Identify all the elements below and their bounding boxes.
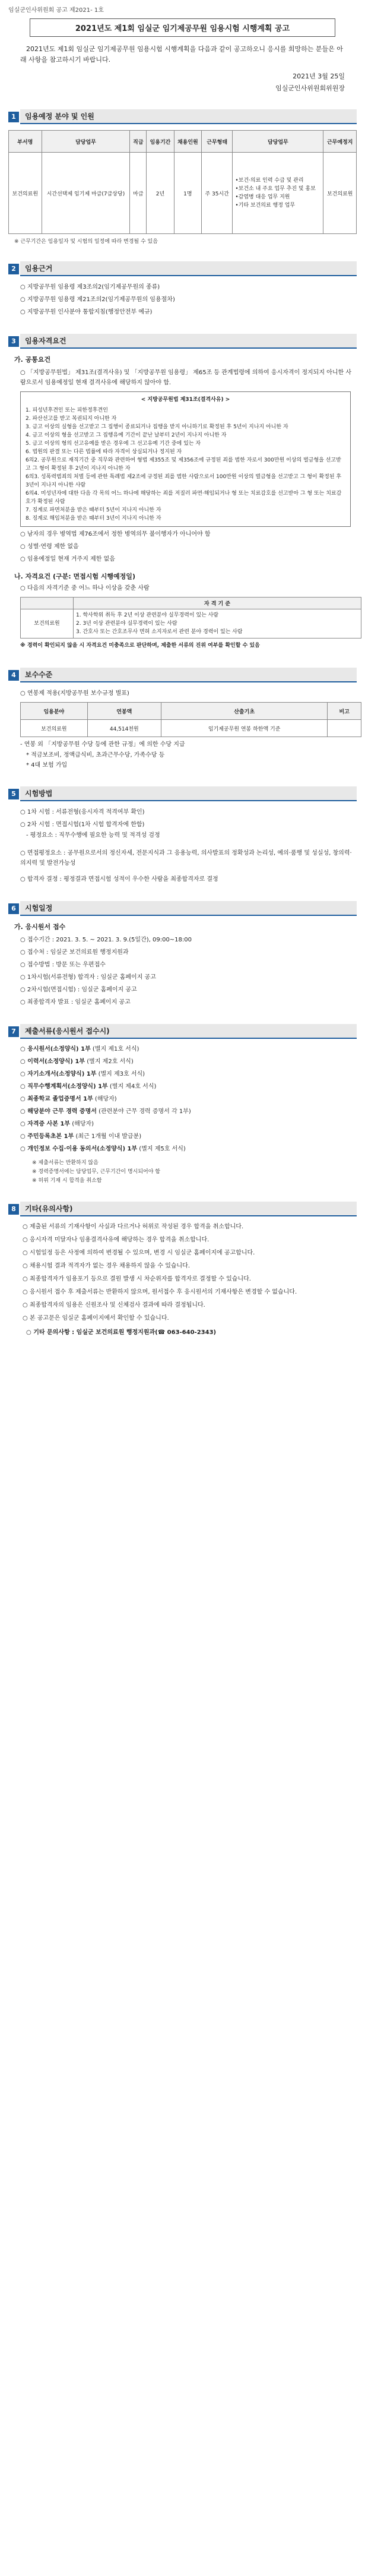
section-title: 임용예정 분야 및 인원 [20, 109, 357, 124]
doc-item [20, 1095, 357, 1104]
box-line: 6의2. 공무원으로 재직기간 중 직무와 관련하여 형법 제355조 및 제356조에 규정된 죄를 범한 자로서 300만원 이상의 벌금형을 선고받고 그 형이 확정된 후 2년이 지나지 아니한 자 [26, 457, 341, 472]
paragraph: - 평정요소 : 직무수행에 필요한 능력 및 적격성 검정 [26, 832, 160, 839]
table-header: 채용인원 [174, 131, 201, 153]
doc-detail: (별지 제3호 서식) [98, 1071, 145, 1077]
table-cell: 44,514천원 [87, 720, 161, 737]
table-cell: 2년 [147, 153, 174, 234]
doc-label: ○ 자기소개서(소정양식) 1부 [20, 1071, 97, 1077]
doc-item [20, 1045, 357, 1054]
box-line: 6의4. 미성년자에 대한 다음 각 목의 어느 하나에 해당하는 죄를 저질러 파면·해임되거나 형 또는 치료감호를 선고받아 그 형 또는 치료감호가 확정된 사람 [26, 491, 342, 505]
section-3-header [8, 334, 357, 349]
section-number: 7 [8, 1026, 19, 1037]
qual-line: 2. 3년 이상 관련분야 실무경력이 있는 사람 [76, 621, 177, 627]
paragraph: - 연봉 외 「지방공무원 수당 등에 관한 규정」에 의한 수당 지급 [20, 741, 185, 748]
doc-item [20, 1057, 357, 1066]
table-header: 부서명 [9, 131, 42, 153]
misc-line: ○ 시험일정 등은 사정에 의하여 변경될 수 있으며, 변경 시 임실군 홈페이지에 공고합니다. [23, 1250, 255, 1256]
doc-label: ○ 자격증 사본 1부 [20, 1121, 71, 1127]
table-cell: 보건의료원 [9, 153, 42, 234]
section-4-header [8, 668, 357, 682]
section-title: 기타(유의사항) [20, 1202, 357, 1216]
qual-line: 3. 간호사 또는 간호조무사 면허 소지자로서 관련 분야 경력이 있는 사람 [76, 629, 243, 635]
section-title: 제출서류(응시원서 접수시) [20, 1024, 357, 1039]
notice-org: 임실군인사위원회위원장 [275, 84, 345, 92]
doc-detail: (최근 1개월 이내 발급분) [75, 1133, 142, 1140]
section-2-header [8, 261, 357, 276]
section-5-header [8, 786, 357, 801]
table-header: 근무예정지 [323, 131, 357, 153]
box-line: 7. 징계로 파면처분을 받은 때부터 5년이 지나지 아니한 자 [26, 507, 161, 513]
table-header: 담당업무 [42, 131, 130, 153]
qualification-table [20, 597, 361, 639]
table-cell: 1명 [174, 153, 201, 234]
doc-label: ○ 응시원서(소정양식) 1부 [20, 1046, 91, 1052]
paragraph: ○ 접수처 : 임실군 보건의료원 행정지원과 [20, 949, 129, 956]
doc-note: ※ 제출서류는 반환하지 않음 [32, 1160, 99, 1166]
section-number: 1 [8, 112, 19, 122]
qual-line: 1. 학사학위 취득 후 2년 이상 관련분야 실무경력이 있는 사람 [76, 612, 219, 618]
contact-info: ○ 기타 문의사항 : 임실군 보건의료원 행정지원과(☎ 063-640-2343) [26, 1329, 217, 1336]
paragraph: ○ 1차시험(서류전형) 합격자 : 임실군 홈페이지 공고 [20, 974, 156, 981]
doc-detail: (별지 제4호 서식) [109, 1083, 157, 1090]
section-number: 3 [8, 336, 19, 347]
table-cell: 보건의료원 [21, 609, 74, 639]
misc-line: ○ 최종합격자가 임용포기 등으로 결원 발생 시 차순위자를 합격자로 결정할 수 있습니다. [23, 1276, 251, 1282]
paragraph: ○ 최종합격자 발표 : 임실군 홈페이지 공고 [20, 999, 131, 1006]
table-cell [74, 609, 361, 639]
section-number: 4 [8, 670, 19, 681]
doc-label: ○ 해당분야 근무 경력 증명서 [20, 1108, 97, 1115]
box-line: 5. 금고 이상의 형의 선고유예를 받은 경우에 그 선고유예 기간 중에 있는 자 [26, 441, 201, 447]
doc-note: ※ 허위 기재 시 합격을 취소함 [32, 1178, 102, 1184]
box-line: 2. 파산선고를 받고 복권되지 아니한 자 [26, 416, 117, 422]
section-title: 임용자격요건 [20, 334, 357, 349]
qualification-note: ※ 경력이 확인되지 않을 시 자격요건 미충족으로 판단하며, 제출한 서류의 진위 여부를 확인할 수 있음 [20, 643, 260, 649]
recruit-note: ※ 근무기간은 임용일자 및 시험의 일정에 따라 변경될 수 있음 [14, 239, 158, 245]
table-cell: 주 35시간 [202, 153, 233, 234]
misc-line: ○ 채용시험 결과 적격자가 없는 경우 채용하지 않을 수 있습니다. [23, 1263, 191, 1269]
paragraph: ○ 2차시험(면접시험) : 임실군 홈페이지 공고 [20, 987, 137, 993]
section-8-header [8, 1202, 357, 1216]
legal-basis-item: ○ 지방공무원 임용령 제3조의2(임기제공무원의 종류) [20, 284, 160, 290]
pay-table [20, 702, 361, 737]
legal-basis-item: ○ 지방공무원 인사분야 통합지침(행정안전부 예규) [20, 309, 153, 315]
section-title: 임용근거 [20, 261, 357, 276]
subsection-heading: 나. 자격요건 (구분: 면접시험 시행예정일) [14, 573, 135, 580]
table-header: 자 격 기 준 [74, 598, 361, 609]
table-header: 담당업무 [233, 131, 323, 153]
paragraph: ○ 면접평정요소 : 공무원으로서의 정신자세, 전문지식과 그 응용능력, 의사발표의 정확성과 논리성, 예의·품행 및 성실성, 창의력·의지력 및 발전가능성 [20, 850, 352, 867]
disqualification-box [20, 391, 351, 527]
table-header [21, 598, 74, 609]
subsection-heading: 가. 응시원서 접수 [14, 923, 66, 931]
section-number: 2 [8, 264, 19, 274]
table-header: 산출기초 [161, 703, 327, 720]
section-title: 시험일정 [20, 901, 357, 916]
paragraph: ○ 연봉제 적용(지방공무원 보수규정 별표) [20, 690, 129, 697]
section-1-header [8, 109, 357, 124]
box-line: 4. 금고 이상의 형을 선고받고 그 집행유예 기간이 끝난 날부터 2년이 지나지 아니한 자 [26, 432, 227, 438]
doc-label: ○ 개인정보 수집·이용 동의서(소정양식) 1부 [20, 1146, 138, 1152]
misc-line: ○ 본 공고문은 임실군 홈페이지에서 확인할 수 있습니다. [23, 1315, 169, 1322]
table-header: 임용분야 [21, 703, 88, 720]
table-cell: 마급 [130, 153, 147, 234]
box-line: 6. 법원의 판결 또는 다른 법률에 따라 자격이 상실되거나 정지된 자 [26, 449, 182, 455]
paragraph: ○ 성별·연령 제한 없음 [20, 543, 79, 550]
paragraph: * 4대 보험 가입 [26, 762, 68, 769]
doc-detail: (별지 제5호 서식) [139, 1146, 186, 1152]
doc-label: ○ 주민등록초본 1부 [20, 1133, 74, 1140]
paragraph: ○ 1차 시험 : 서류전형(응시자격 적격여부 확인) [20, 809, 145, 816]
paragraph: ○ 합격자 결정 : 평정결과 면접시험 성적이 우수한 사람을 최종합격자로 결정 [20, 876, 218, 883]
table-cell: 보건의료원 [21, 720, 88, 737]
table-row [21, 609, 361, 639]
table-header: 근무형태 [202, 131, 233, 153]
doc-label: ○ 직무수행계획서(소정양식) 1부 [20, 1083, 108, 1090]
doc-item [20, 1145, 357, 1153]
paragraph: ○ 남자의 경우 병역법 제76조에서 정한 병역의무 불이행자가 아니어야 함 [20, 531, 211, 538]
recruit-table [8, 130, 357, 234]
doc-item [20, 1070, 357, 1079]
box-line: 6의3. 성폭력범죄의 처벌 등에 관한 특례법 제2조에 규정된 죄를 범한 사람으로서 100만원 이상의 벌금형을 선고받고 그 형이 확정된 후 3년이 지나지 아니한 사람 [26, 474, 342, 488]
table-header: 연봉액 [87, 703, 161, 720]
notice-date: 2021년 3월 25일 [293, 72, 345, 80]
table-header: 임용기간 [147, 131, 174, 153]
notice-title: 2021년도 제1회 임실군 임기제공무원 임용시험 시행계획 공고 [30, 18, 335, 37]
misc-line: ○ 최종합격자의 임용은 신원조사 및 신체검사 결과에 따라 결정됩니다. [23, 1302, 205, 1308]
table-header: 직급 [130, 131, 147, 153]
doc-item [20, 1107, 357, 1116]
table-row [21, 720, 361, 737]
section-number: 8 [8, 1204, 19, 1215]
misc-line: ○ 제출된 서류의 기재사항이 사실과 다르거나 허위로 작성된 경우 합격을 취소합니다. [23, 1224, 244, 1230]
doc-detail: (관련분야 근무 경력 증명서 각 1부) [99, 1108, 191, 1115]
section-number: 5 [8, 789, 19, 799]
paragraph: ○ 임용예정일 현재 거주지 제한 없음 [20, 556, 115, 562]
table-header: 비고 [328, 703, 361, 720]
section-number: 6 [8, 903, 19, 914]
section-6-header [8, 901, 357, 916]
table-cell: •보건·의료 인력 수급 및 관리 •보건소 내 주요 업무 추진 및 홍보 •감염병 대응 업무 지원 •기타 보건의료 행정 업무 [233, 153, 323, 234]
paragraph: * 적금보조비, 정액급식비, 초과근무수당, 가족수당 등 [26, 752, 165, 758]
doc-detail: (해당자) [94, 1096, 117, 1102]
box-line: 3. 금고 이상의 실형을 선고받고 그 집행이 종료되거나 집행을 받지 아니하기로 확정된 후 5년이 지나지 아니한 자 [26, 424, 288, 430]
doc-detail: (해당자) [72, 1121, 94, 1127]
table-cell: 보건의료원 [323, 153, 357, 234]
subsection-heading: 가. 공통요건 [14, 356, 51, 364]
paragraph: ○ 다음의 자격기준 중 어느 하나 이상을 갖춘 사람 [20, 585, 150, 592]
box-title: < 지방공무원법 제31조(결격사유) > [141, 397, 230, 403]
legal-basis-item: ○ 지방공무원 임용령 제21조의2(임기제공무원의 임용절차) [20, 296, 175, 303]
doc-label: ○ 이력서(소정양식) 1부 [20, 1058, 85, 1065]
misc-line: ○ 응시자격 미달자나 임용결격사유에 해당하는 경우 합격을 취소합니다. [23, 1237, 210, 1243]
doc-item [20, 1082, 357, 1091]
table-cell: 임기제공무원 연봉 하한액 기준 [161, 720, 327, 737]
paragraph: ○ 2차 시험 : 면접시험(1차 시험 합격자에 한함) [20, 821, 145, 828]
section-title: 보수수준 [20, 668, 357, 682]
section-7-header [8, 1024, 357, 1039]
doc-detail: (별지 제1호 서식) [92, 1046, 139, 1052]
doc-item [20, 1120, 357, 1129]
paragraph: ○ 접수기간 : 2021. 3. 5. ~ 2021. 3. 9.(5일간), 09:00~18:00 [20, 937, 192, 943]
doc-note: ※ 경력증명서에는 담당업무, 근무기간이 명시되어야 함 [32, 1169, 160, 1175]
misc-line: ○ 응시원서 접수 후 제출서류는 반환하지 않으며, 원서접수 후 응시원서의 기재사항은 변경할 수 없습니다. [23, 1289, 297, 1295]
intro-text: 2021년도 제1회 임실군 임기제공무원 임용시험 시행계획을 다음과 같이 공고하오니 응시를 희망하는 분들은 아래 사항을 참고하시기 바랍니다. [20, 45, 343, 64]
box-line: 1. 피성년후견인 또는 피한정후견인 [26, 407, 108, 413]
table-cell: 시간선택제 임기제 마급(7급상당) [42, 153, 130, 234]
box-line: 8. 징계로 해임처분을 받은 때부터 3년이 지나지 아니한 자 [26, 516, 161, 521]
table-row [9, 153, 357, 234]
notice-number: 임실군인사위원회 공고 제2021- 1호 [8, 7, 104, 14]
doc-label: ○ 최종학교 졸업증명서 1부 [20, 1096, 93, 1102]
doc-item [20, 1132, 357, 1141]
table-cell [328, 720, 361, 737]
section-title: 시험방법 [20, 786, 357, 801]
doc-detail: (별지 제2호 서식) [87, 1058, 134, 1065]
paragraph: ○ 「지방공무원법」 제31조(결격사유) 및 「지방공무원 임용령」 제65조 등 관계법령에 의하여 응시자격이 정지되지 아니한 사람으로서 임용예정일 현재 결격사유에 해당하지 않아야 함. [20, 369, 352, 386]
paragraph: ○ 접수방법 : 방문 또는 우편접수 [20, 962, 106, 968]
